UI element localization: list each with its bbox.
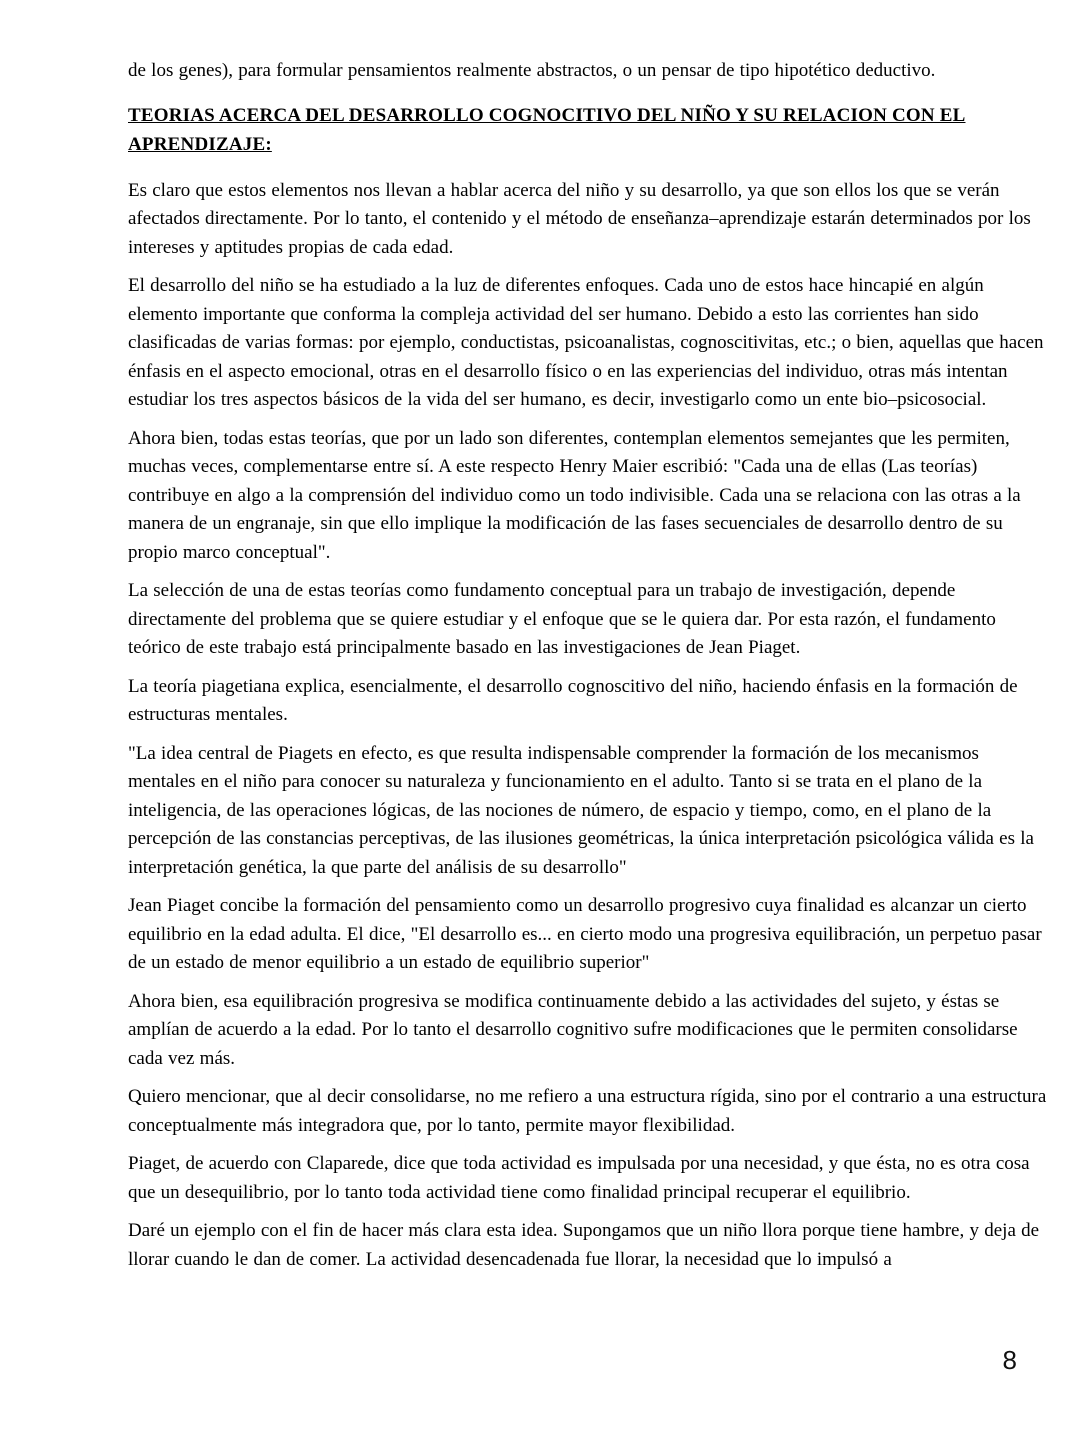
paragraph: Ahora bien, todas estas teorías, que por un lado son diferentes, contemplan elementos semejantes que les permiten, muchas veces, complementarse entre sí. A este respecto Henry Maier escribió: "Cada una de ellas (Las teorías) contribuye en algo a la comprensión del individuo como un todo indivisible. Cada una se relaciona con las otras a la manera de un engranaje, sin que ello implique la modificación de las fases secuenciales de desarrollo dentro de su propio marco conceptual".	[128, 427, 1021, 563]
paragraph: Quiero mencionar, que al decir consolidarse, no me refiero a una estructura rígida, sino por el contrario a una estructura conceptualmente más integradora que, por lo tanto, permite mayor flexibilidad.	[128, 1086, 1047, 1136]
paragraph: Jean Piaget concibe la formación del pensamiento como un desarrollo progresivo cuya finalidad es alcanzar un cierto equilibrio en la edad adulta. El dice, "El desarrollo es... en cierto modo una progresiva equilibración, un perpetuo pasar de un estado de menor equilibrio a un estado de equilibrio superior"	[128, 895, 1042, 973]
paragraph: Daré un ejemplo con el fin de hacer más clara esta idea. Supongamos que un niño llora porque tiene hambre, y deja de llorar cuando le dan de comer. La actividad desencadenada fue llorar, la necesidad que lo impulsó a	[128, 1220, 1040, 1270]
paragraph: "La idea central de Piagets en efecto, es que resulta indispensable comprender la formación de los mecanismos mentales en el niño para conocer su naturaleza y funcionamiento en el adulto. Tanto si se trata en el plano de la inteligencia, de las operaciones lógicas, de las nociones de número, de espacio y tiempo, como, en el plano de la percepción de las constancias perceptivas, de las ilusiones geométricas, la única interpretación psicológica válida es la interpretación genética, la que parte del análisis de su desarrollo"	[128, 742, 1034, 878]
paragraph: El desarrollo del niño se ha estudiado a la luz de diferentes enfoques. Cada uno de estos hace hincapié en algún elemento importante que conforma la compleja actividad del ser humano. Debido a esto las corrientes han sido clasificadas de varias formas: por ejemplo, conductistas, psicoanalistas, cognoscitivitas, etc.; o bien, aquellas que hacen énfasis en el aspecto emocional, otras en el desarrollo físico o en las experiencias del individuo, otras más intentan estudiar los tres aspectos básicos de la vida del ser humano, es decir, investigarlo como un ente bio–psicosocial.	[128, 275, 1044, 410]
continued-paragraph: de los genes), para formular pensamientos realmente abstractos, o un pensar de tipo hipotético deductivo.	[128, 60, 936, 81]
paragraph: La teoría piagetiana explica, esencialmente, el desarrollo cognoscitivo del niño, haciendo énfasis en la formación de estructuras mentales.	[128, 675, 1018, 725]
paragraph: Piaget, de acuerdo con Claparede, dice que toda actividad es impulsada por una necesidad, y que ésta, no es otra cosa que un desequilibrio, por lo tanto toda actividad tiene como finalidad principal recuperar el equilibrio.	[128, 1153, 1030, 1203]
paragraph: La selección de una de estas teorías como fundamento conceptual para un trabajo de investigación, depende directamente del problema que se quiere estudiar y el enfoque que se le quiera dar. Por esta razón, el fundamento teórico de este trabajo está principalmente basado en las investigaciones de Jean Piaget.	[128, 580, 996, 658]
section-heading: TEORIAS ACERCA DEL DESARROLLO COGNOCITIVO DEL NIÑO Y SU RELACION CON EL APRENDIZAJE:	[128, 104, 966, 155]
paragraph-container	[128, 177, 1050, 1275]
paragraph: Es claro que estos elementos nos llevan a hablar acerca del niño y su desarrollo, ya que son ellos los que se verán afectados directamente. Por lo tanto, el contenido y el método de enseñanza–aprendizaje estarán determinados por los intereses y aptitudes propias de cada edad.	[128, 179, 1031, 258]
page-number: 8	[1002, 1345, 1017, 1375]
paragraph: Ahora bien, esa equilibración progresiva se modifica continuamente debido a las actividades del sujeto, y éstas se amplían de acuerdo a la edad. Por lo tanto el desarrollo cognitivo sufre modificaciones que le permiten consolidarse cada vez más.	[128, 990, 1018, 1069]
